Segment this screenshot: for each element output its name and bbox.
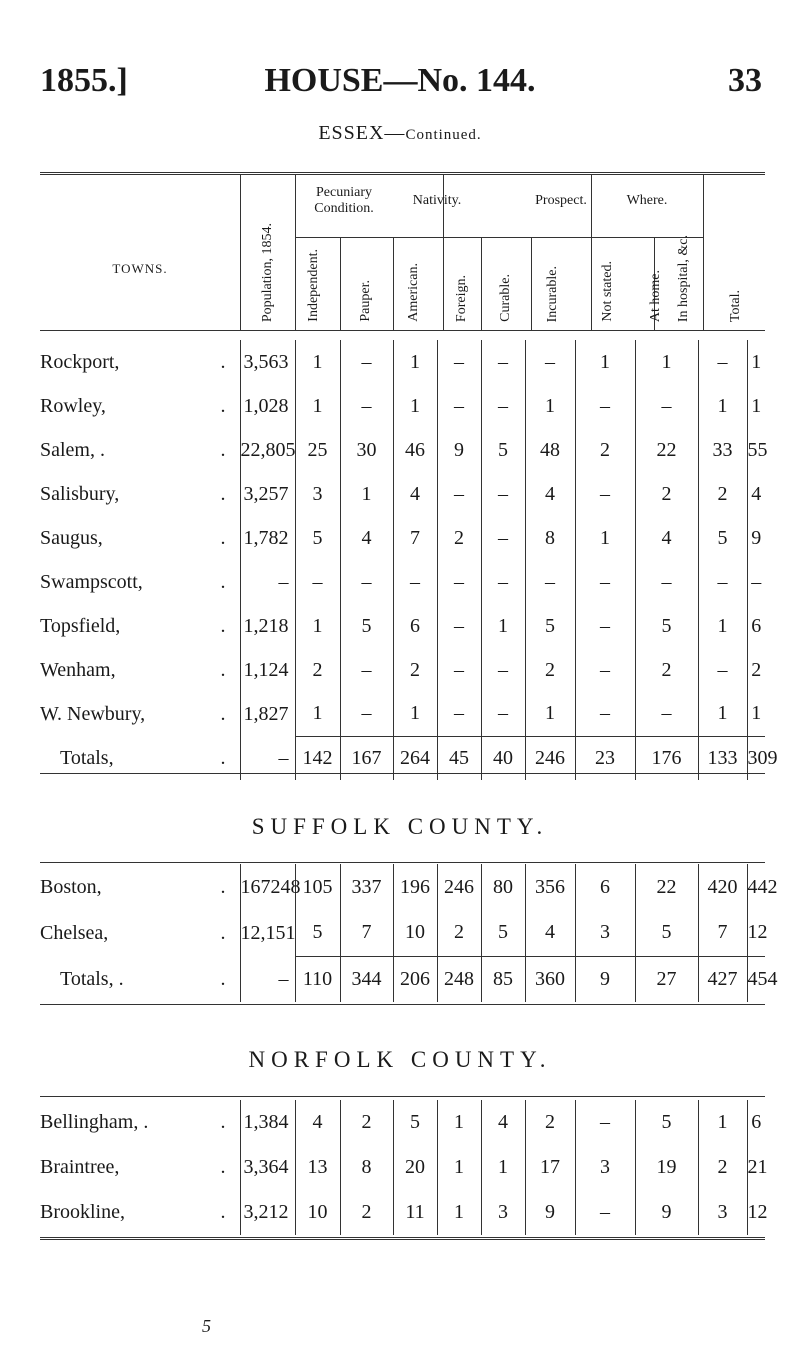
table-cell: –	[698, 648, 747, 692]
table-cell: 2	[525, 648, 575, 692]
cell-text: Saugus,	[40, 526, 103, 549]
table-cell: 27	[635, 956, 698, 1002]
cell-text: Boston,	[40, 875, 102, 898]
cell-text: Wenham,	[40, 658, 116, 681]
group-rule	[295, 237, 703, 238]
table-cell: 167248	[240, 864, 295, 910]
town-name	[40, 910, 240, 956]
cell-text: W. Newbury,	[40, 702, 146, 725]
table-row	[40, 604, 765, 648]
table-row	[40, 516, 765, 560]
table-cell: 1	[575, 516, 635, 560]
total-header: Total.	[728, 289, 743, 322]
table-cell: –	[635, 692, 698, 736]
table-cell: 4	[393, 472, 437, 516]
table-cell: 22	[635, 864, 698, 910]
table-cell: 3,364	[240, 1145, 295, 1190]
table-row	[40, 1190, 765, 1235]
table-cell: 1	[747, 340, 765, 384]
table-cell: –	[240, 956, 295, 1002]
table-cell: 7	[340, 910, 393, 956]
town-name	[40, 1100, 240, 1145]
table-cell: 12,151	[240, 910, 295, 956]
leader-dot: .	[220, 482, 226, 505]
column-rule	[703, 175, 704, 330]
table-cell: 4	[481, 1100, 525, 1145]
table-cell: 11	[393, 1190, 437, 1235]
table-cell: 2	[747, 648, 765, 692]
table-cell: 22	[635, 428, 698, 472]
column-rule	[393, 237, 394, 330]
table-cell: 454	[747, 956, 765, 1002]
table-cell: –	[437, 472, 481, 516]
table-cell: 1,827	[240, 692, 295, 736]
norfolk-table	[40, 1100, 768, 1235]
table-cell: 33	[698, 428, 747, 472]
table-cell: 23	[575, 736, 635, 780]
column-rule	[531, 237, 532, 330]
table-cell: –	[340, 384, 393, 428]
table-row	[40, 1145, 765, 1190]
table-cell: 5	[698, 516, 747, 560]
town-name	[40, 692, 240, 736]
table-cell: –	[437, 604, 481, 648]
table-cell: 4	[635, 516, 698, 560]
header-bottom-rule	[40, 330, 765, 331]
table-cell: 46	[393, 428, 437, 472]
norfolk-top-rule	[40, 1096, 765, 1097]
town-name	[40, 516, 240, 560]
table-cell: 2	[295, 648, 340, 692]
table-cell: 1	[295, 340, 340, 384]
leader-dot: .	[220, 1156, 226, 1178]
table-row	[40, 472, 765, 516]
table-cell: 5	[635, 1100, 698, 1145]
table-cell: 360	[525, 956, 575, 1002]
table-cell: –	[481, 340, 525, 384]
table-cell: –	[340, 560, 393, 604]
not-stated-header: Not stated.	[600, 261, 615, 322]
table-cell: 337	[340, 864, 393, 910]
table-cell: 3,257	[240, 472, 295, 516]
table-cell: –	[575, 604, 635, 648]
table-cell: 1	[295, 384, 340, 428]
leader-dot: .	[220, 570, 226, 593]
table-cell: –	[747, 560, 765, 604]
table-cell: 420	[698, 864, 747, 910]
table-cell: –	[437, 340, 481, 384]
essex-bottom-rule	[40, 773, 765, 774]
table-cell: 2	[698, 472, 747, 516]
leader-dot: .	[220, 967, 226, 990]
table-cell: 1	[393, 692, 437, 736]
cell-text: Rowley,	[40, 394, 106, 417]
table-cell: 20	[393, 1145, 437, 1190]
table-cell: 1,218	[240, 604, 295, 648]
table-row	[40, 692, 765, 736]
table-cell: 2	[575, 428, 635, 472]
table-cell: 21	[747, 1145, 765, 1190]
table-cell: 5	[295, 516, 340, 560]
table-cell: 12	[747, 910, 765, 956]
table-row	[40, 864, 765, 910]
header-title: HOUSE—No. 144.	[264, 62, 536, 99]
suffolk-county-title: SUFFOLK COUNTY.	[251, 814, 549, 839]
cell-text: Braintree,	[40, 1156, 120, 1178]
table-cell: –	[575, 1190, 635, 1235]
column-rule	[240, 175, 241, 330]
table-cell: 7	[698, 910, 747, 956]
table-cell: –	[481, 516, 525, 560]
leader-dot: .	[220, 394, 226, 417]
table-cell: 40	[481, 736, 525, 780]
table-row	[40, 910, 765, 956]
table-cell: 4	[525, 910, 575, 956]
table-row	[40, 340, 765, 384]
table-cell: 9	[437, 428, 481, 472]
town-name	[40, 340, 240, 384]
table-cell: 3,563	[240, 340, 295, 384]
table-cell: 1	[698, 384, 747, 428]
table-row	[40, 384, 765, 428]
table-cell: 1	[437, 1100, 481, 1145]
table-cell: 4	[747, 472, 765, 516]
signature-mark: 5	[202, 1316, 211, 1336]
table-cell: 8	[340, 1145, 393, 1190]
cell-text: Chelsea,	[40, 921, 109, 944]
leader-dot: .	[220, 614, 226, 637]
table-cell: 5	[525, 604, 575, 648]
town-name	[40, 1145, 240, 1190]
table-cell: 2	[525, 1100, 575, 1145]
table-cell: 110	[295, 956, 340, 1002]
table-cell: –	[481, 560, 525, 604]
suffolk-bottom-rule	[40, 1004, 765, 1005]
nativity-header: Nativity.	[412, 193, 462, 208]
pauper-header: Pauper.	[358, 280, 373, 322]
table-cell: 2	[437, 516, 481, 560]
column-rule	[481, 237, 482, 330]
table-cell: 1,124	[240, 648, 295, 692]
table-cell: 1	[635, 340, 698, 384]
table-cell: –	[437, 560, 481, 604]
leader-dot: .	[220, 1111, 226, 1133]
town-name	[40, 648, 240, 692]
table-cell: 1	[525, 384, 575, 428]
table-cell: 1	[295, 604, 340, 648]
totals-label	[40, 956, 240, 1002]
table-cell: 4	[525, 472, 575, 516]
town-name	[40, 560, 240, 604]
leader-dot: .	[220, 438, 226, 461]
american-header: American.	[406, 263, 421, 322]
table-cell: 1	[698, 1100, 747, 1145]
table-cell: 22,805	[240, 428, 295, 472]
table-cell: 6	[393, 604, 437, 648]
table-cell: 1	[393, 384, 437, 428]
table-cell: –	[575, 692, 635, 736]
continued-label: Continued.	[405, 127, 482, 143]
table-cell: –	[698, 560, 747, 604]
table-cell: 2	[393, 648, 437, 692]
leader-dot: .	[220, 658, 226, 681]
table-cell: 1	[525, 692, 575, 736]
leader-dot: .	[220, 526, 226, 549]
table-cell: 344	[340, 956, 393, 1002]
cell-text: Bellingham, .	[40, 1111, 149, 1133]
table-cell: 1	[698, 692, 747, 736]
table-cell: 5	[635, 910, 698, 956]
table-cell: 1,384	[240, 1100, 295, 1145]
cell-text: Salem, .	[40, 438, 105, 461]
table-cell: 6	[575, 864, 635, 910]
table-cell: 206	[393, 956, 437, 1002]
header-year: 1855.]	[40, 62, 128, 99]
table-cell: 133	[698, 736, 747, 780]
totals-row	[40, 956, 765, 1002]
table-cell: 10	[393, 910, 437, 956]
table-row	[40, 648, 765, 692]
leader-dot: .	[220, 921, 226, 944]
table-cell: 1	[295, 692, 340, 736]
table-cell: –	[481, 472, 525, 516]
table-cell: 80	[481, 864, 525, 910]
table-cell: 246	[437, 864, 481, 910]
table-cell: 1	[747, 384, 765, 428]
in-hospital-header: In hospital, &c.	[676, 234, 691, 322]
table-cell: 3	[698, 1190, 747, 1235]
column-rule	[340, 237, 341, 330]
table-cell: 9	[747, 516, 765, 560]
leader-dot: .	[220, 350, 226, 373]
table-cell: –	[575, 1100, 635, 1145]
table-cell: 48	[525, 428, 575, 472]
pecuniary-header: Pecuniary Condition.	[314, 185, 374, 216]
table-cell: 17	[525, 1145, 575, 1190]
section-heading-essex	[0, 122, 800, 145]
table-cell: 45	[437, 736, 481, 780]
table-cell: 30	[340, 428, 393, 472]
suffolk-top-rule	[40, 862, 765, 863]
where-header: Where.	[626, 193, 668, 208]
table-cell: 1	[393, 340, 437, 384]
suffolk-table	[40, 864, 778, 1002]
table-cell: 6	[747, 1100, 765, 1145]
table-cell: 1	[747, 692, 765, 736]
cell-text: Salisbury,	[40, 482, 120, 505]
table-cell: –	[698, 340, 747, 384]
table-cell: –	[340, 692, 393, 736]
table-cell: 356	[525, 864, 575, 910]
table-cell: –	[575, 560, 635, 604]
table-cell: 6	[747, 604, 765, 648]
table-cell: –	[575, 384, 635, 428]
town-name	[40, 1190, 240, 1235]
table-cell: 442	[747, 864, 765, 910]
table-cell: 1	[575, 340, 635, 384]
table-cell: 142	[295, 736, 340, 780]
table-cell: 1,782	[240, 516, 295, 560]
table-cell: 5	[393, 1100, 437, 1145]
table-cell: 9	[635, 1190, 698, 1235]
table-cell: 1	[437, 1145, 481, 1190]
cell-text: Totals, .	[60, 967, 124, 990]
page-header	[0, 62, 800, 112]
table-cell: –	[240, 736, 295, 780]
curable-header: Curable.	[498, 274, 513, 322]
table-cell: –	[437, 648, 481, 692]
table-cell: 9	[575, 956, 635, 1002]
town-name	[40, 604, 240, 648]
table-cell: 25	[295, 428, 340, 472]
table-cell: –	[575, 472, 635, 516]
table-cell: 196	[393, 864, 437, 910]
table-cell: –	[240, 560, 295, 604]
table-cell: 3	[481, 1190, 525, 1235]
table-cell: –	[525, 340, 575, 384]
table-cell: 3	[575, 1145, 635, 1190]
leader-dot: .	[220, 1201, 226, 1223]
cell-text: Swampscott,	[40, 570, 143, 593]
table-cell: 19	[635, 1145, 698, 1190]
header-page-number: 33	[728, 62, 762, 99]
table-cell: 4	[295, 1100, 340, 1145]
table-cell: 55	[747, 428, 765, 472]
table-cell: 2	[340, 1190, 393, 1235]
leader-dot: .	[220, 702, 226, 725]
table-cell: 2	[698, 1145, 747, 1190]
table-cell: –	[340, 648, 393, 692]
cell-text: Totals,	[60, 746, 114, 769]
table-cell: 1	[481, 1145, 525, 1190]
table-cell: –	[525, 560, 575, 604]
table-cell: –	[393, 560, 437, 604]
foreign-header: Foreign.	[454, 274, 469, 322]
cell-text: Brookline,	[40, 1201, 125, 1223]
table-cell: 2	[635, 472, 698, 516]
table-cell: 85	[481, 956, 525, 1002]
population-header: Population, 1854.	[260, 222, 275, 322]
essex-table	[40, 340, 778, 780]
incurable-header: Incurable.	[545, 265, 560, 322]
table-row	[40, 1100, 765, 1145]
table-cell: 176	[635, 736, 698, 780]
cell-text: Topsfield,	[40, 614, 121, 637]
table-cell: 2	[437, 910, 481, 956]
table-cell: 8	[525, 516, 575, 560]
table-cell: 1	[340, 472, 393, 516]
table-cell: 9	[525, 1190, 575, 1235]
table-cell: 5	[481, 910, 525, 956]
leader-dot: .	[220, 875, 226, 898]
essex-label: ESSEX—	[318, 122, 406, 144]
table-cell: 167	[340, 736, 393, 780]
table-cell: –	[481, 384, 525, 428]
table-cell: –	[481, 648, 525, 692]
norfolk-bottom-rule	[40, 1237, 765, 1240]
table-cell: 7	[393, 516, 437, 560]
independent-header: Independent.	[306, 249, 321, 322]
table-cell: 5	[340, 604, 393, 648]
table-cell: 309	[747, 736, 765, 780]
table-cell: –	[437, 384, 481, 428]
towns-header: TOWNS.	[112, 261, 168, 276]
table-cell: 3	[575, 910, 635, 956]
town-name	[40, 384, 240, 428]
table-cell: –	[295, 560, 340, 604]
at-home-header: At home.	[648, 269, 663, 322]
table-cell: 1,028	[240, 384, 295, 428]
table-cell: 246	[525, 736, 575, 780]
town-name	[40, 472, 240, 516]
table-cell: –	[481, 692, 525, 736]
table-cell: –	[437, 692, 481, 736]
table-cell: 2	[340, 1100, 393, 1145]
table-cell: 264	[393, 736, 437, 780]
table-cell: 3,212	[240, 1190, 295, 1235]
table-cell: 5	[635, 604, 698, 648]
table-cell: 1	[481, 604, 525, 648]
table-cell: 2	[635, 648, 698, 692]
town-name	[40, 864, 240, 910]
table-cell: –	[340, 340, 393, 384]
column-headers	[40, 175, 765, 330]
table-cell: 1	[698, 604, 747, 648]
table-cell: 10	[295, 1190, 340, 1235]
table-cell: 12	[747, 1190, 765, 1235]
town-name	[40, 428, 240, 472]
table-cell: 4	[340, 516, 393, 560]
table-row	[40, 560, 765, 604]
table-cell: 3	[295, 472, 340, 516]
table-cell: 105	[295, 864, 340, 910]
table-cell: 1	[437, 1190, 481, 1235]
table-cell: –	[575, 648, 635, 692]
table-cell: 5	[481, 428, 525, 472]
table-cell: –	[635, 560, 698, 604]
cell-text: Rockport,	[40, 350, 120, 373]
table-cell: 427	[698, 956, 747, 1002]
table-cell: 13	[295, 1145, 340, 1190]
leader-dot: .	[220, 746, 226, 769]
prospect-header: Prospect.	[535, 193, 587, 208]
table-row	[40, 428, 765, 472]
table-cell: 5	[295, 910, 340, 956]
table-cell: –	[635, 384, 698, 428]
table-cell: 248	[437, 956, 481, 1002]
norfolk-county-title: NORFOLK COUNTY.	[248, 1047, 552, 1072]
